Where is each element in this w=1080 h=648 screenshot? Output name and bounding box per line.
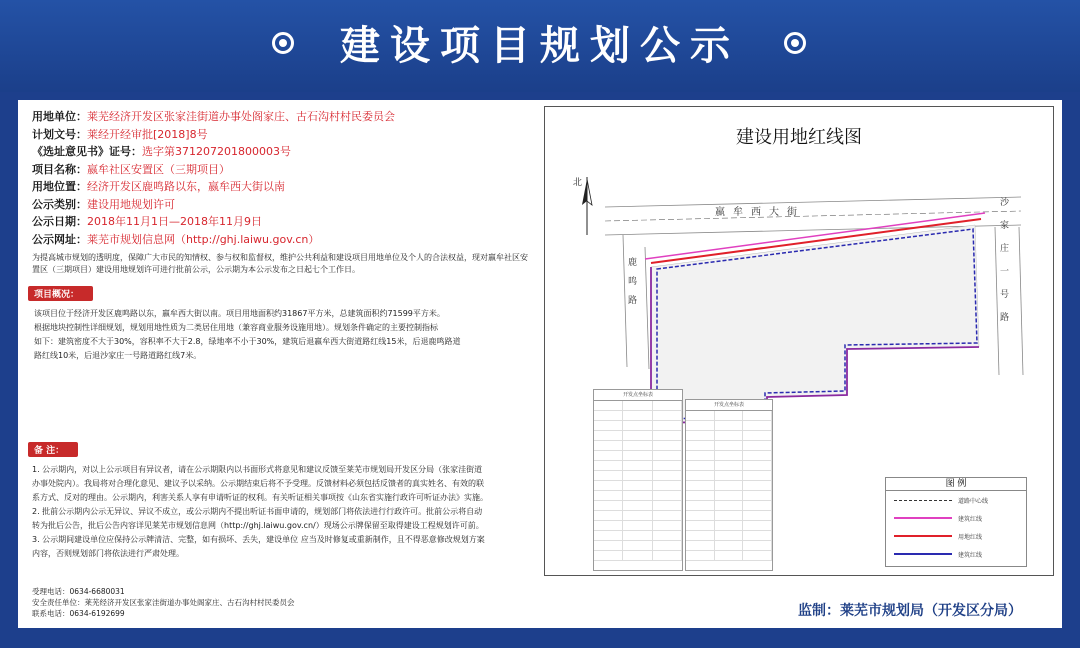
table-row <box>686 441 772 451</box>
info-row-plan: 计划文号：莱经开经审批[2018]8号 <box>32 127 208 141</box>
notice-panel <box>18 100 1062 628</box>
table-row <box>594 451 682 461</box>
notes-line: 1. 公示期内，对以上公示项目有异议者，请在公示期限内以书面形式将意见和建议反馈至莱芜市规划局开发区分局（张家洼街道 <box>32 465 483 474</box>
info-row-name: 项目名称：嬴牟社区安置区（三期项目） <box>32 162 230 176</box>
table-row <box>686 491 772 501</box>
table-row <box>686 431 772 441</box>
road-label-top: 嬴牟西大街 <box>715 207 805 218</box>
overview-line: 该项目位于经济开发区鹿鸣路以东，嬴牟西大街以南。项目用地面积约31867平方米，总建筑面积约71599平方米。 <box>34 309 445 318</box>
table-row <box>686 471 772 481</box>
legend-item-center: 道路中心线 <box>886 491 1026 509</box>
legend-item-building-2: 建筑红线 <box>886 545 1026 563</box>
overview-section <box>28 282 536 363</box>
table-row <box>686 451 772 461</box>
info-row-location: 用地位置：经济开发区鹿鸣路以东，嬴牟西大街以南 <box>32 180 285 193</box>
table-row <box>594 551 682 561</box>
overview-line: 如下：建筑密度不大于30%，容积率不大于2.8，绿地率不小于30%，建筑后退嬴牟西大街道路红线15米，后退鹿鸣路道 <box>34 337 461 346</box>
map-title: 建设用地红线图 <box>736 127 862 148</box>
table-row <box>594 411 682 421</box>
info-row-unit: 用地单位：莱芜经济开发区张家洼街道办事处阁家庄、古石沟村村民委员会 <box>32 110 395 123</box>
bullseye-icon-right <box>784 32 806 54</box>
overview-body <box>28 307 536 363</box>
table-row <box>594 531 682 541</box>
north-arrow-icon <box>573 176 592 235</box>
table-row <box>686 461 772 471</box>
north-label: 北 <box>573 178 583 188</box>
notes-line: 转为批后公告，批后公告内容详见莱芜市规划信息网（http://ghj.laiwu.gov.cn/）现场公示牌保留至取得建设工程规划许可前。 <box>32 521 484 530</box>
table-row <box>594 401 682 411</box>
table-row <box>686 541 772 551</box>
legend-title: 图 例 <box>886 478 1026 491</box>
table-row <box>594 541 682 551</box>
page-title: 建设项目规划公示 <box>340 22 740 69</box>
table-row <box>686 421 772 431</box>
road-label-right: 沙家庄一号路 <box>998 197 1008 335</box>
table-row <box>594 461 682 471</box>
info-row-type: 公示类别：建设用地规划许可 <box>32 197 175 211</box>
notes-line: 3. 公示期间建设单位应保持公示牌清洁、完整，如有损坏、丢失，建设单位 应当及时修复或重新制作，且不得恶意修改规划方案 <box>32 535 485 544</box>
table-row <box>594 431 682 441</box>
contact-tel: 联系电话：0634-6192699 <box>32 609 125 618</box>
overview-line: 路红线10米，后退沙家庄一号路道路红线7米。 <box>34 351 202 360</box>
table-row <box>594 521 682 531</box>
supervision-label: 监制：莱芜市规划局（开发区分局） <box>798 603 1022 619</box>
table-row <box>594 501 682 511</box>
notes-body <box>28 463 536 561</box>
info-block <box>32 108 532 276</box>
header-banner <box>0 0 1080 92</box>
table-row <box>686 551 772 561</box>
table-row <box>594 471 682 481</box>
contact-phone: 受理电话：0634-6680031 <box>32 587 125 596</box>
table-row <box>686 531 772 541</box>
notes-line: 办事处院内）。我局将对合理化意见、建议予以采纳。公示期结束后将不予受理。反馈材料必须包括反馈者的真实姓名、有效的联 <box>32 479 484 488</box>
table-row <box>686 481 772 491</box>
notes-line: 2. 批前公示期内公示无异议、异议不成立，或公示期内不提出听证书面申请的，规划部门将依法进行行政许可。批前公示将自动 <box>32 507 483 516</box>
notes-line: 系方式、反对的理由。公示期内，利害关系人享有申请听证的权利。有关听证相关事项按《山东省实施行政许可听证办法》实施。 <box>32 493 488 502</box>
info-row-url: 公示网址：莱芜市规划信息网（http://ghj.laiwu.gov.cn） <box>32 232 320 246</box>
table-row <box>594 481 682 491</box>
legend-item-building: 建筑红线 <box>886 509 1026 527</box>
map-legend <box>885 477 1027 567</box>
table-row <box>594 491 682 501</box>
road-label-left: 鹿鸣路 <box>626 257 636 314</box>
contact-unit: 安全责任单位：莱芜经济开发区张家洼街道办事处阁家庄、古石沟村村民委员会 <box>32 598 295 607</box>
legend-item-land: 用地红线 <box>886 527 1026 545</box>
notes-line: 内容，否则规划部门将依法进行严肃处理。 <box>32 549 184 558</box>
table-row <box>594 421 682 431</box>
table-row <box>594 511 682 521</box>
coordinate-table-2: 开发点坐标表 <box>685 399 773 571</box>
red-line-map <box>544 106 1054 576</box>
overview-line: 根据地块控制性详细规划，规划用地性质为二类居住用地（兼容商业服务设施用地）。规划条件确定的主要控制指标 <box>34 323 438 332</box>
table-row <box>686 501 772 511</box>
intro-text: 为提高城市规划的透明度，保障广大市民的知情权、参与权和监督权，维护公共利益和建设项目用地单位及个人的合法权益，现对嬴牟社区安置区（三期项目）建设用地规划许可进行批前公示，公示期为本公示发布之日起七个工作日。 <box>32 253 528 274</box>
notes-title: 备 注： <box>28 442 78 457</box>
info-row-cert: 《选址意见书》证号：选字第371207201800003号 <box>32 145 291 158</box>
table-row <box>686 521 772 531</box>
info-row-date: 公示日期：2018年11月1日—2018年11月9日 <box>32 215 262 228</box>
table-row <box>594 441 682 451</box>
overview-title: 项目概况： <box>28 286 93 301</box>
table-row <box>686 511 772 521</box>
coordinate-table-1: 开发点坐标表 <box>593 389 683 571</box>
table-row <box>686 411 772 421</box>
notes-section <box>28 438 536 561</box>
contact-block <box>32 586 295 619</box>
